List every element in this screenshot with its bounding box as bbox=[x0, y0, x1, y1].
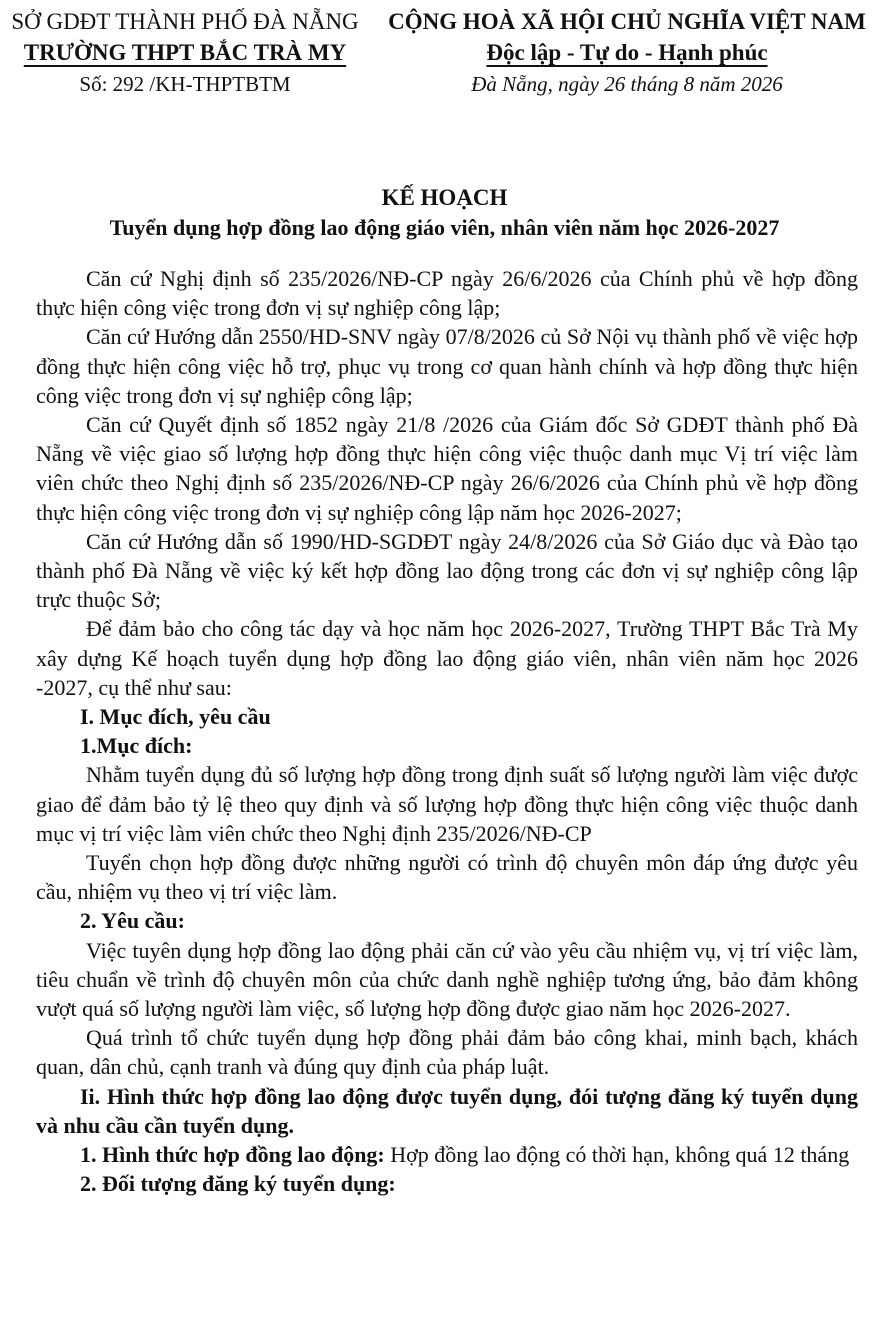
basis-paragraph-3: Căn cứ Quyết định số 1852 ngày 21/8 /2026 của Giám đốc Sở GDĐT thành phố Đà Nẵng về việc giao số lượng hợp đồng thực hiện công việc thuộc danh mục Vị trí việc làm viên chức theo Nghị định số 235/2026/NĐ-CP ngày 26/6/2026 của Chính phủ về hợp đồng thực hiện công việc trong đơn vị sự nghiệp công lập năm học 2026-2027; bbox=[36, 412, 858, 525]
basis-paragraph-4: Căn cứ Hướng dẫn số 1990/HD-SGDĐT ngày 24/8/2026 của Sở Giáo dục và Đào tạo thành phố Đà Nẵng về việc ký kết hợp đồng lao động trong các đơn vị sự nghiệp công lập trực thuộc Sở; bbox=[36, 528, 858, 613]
motto-text: Độc lập - Tự do - Hạnh phúc bbox=[486, 40, 768, 65]
section-1-heading: I. Mục đích, yêu cầu bbox=[80, 704, 271, 730]
requirement-paragraph-2: Quá trình tổ chức tuyển dụng hợp đồng phải đảm bảo công khai, minh bạch, khách quan, dân chủ, cạnh tranh và đúng quy định của pháp luật. bbox=[36, 1025, 858, 1080]
purpose-paragraph-2: Tuyển chọn hợp đồng được những người có trình độ chuyên môn đáp ứng được yêu cầu, nhiệm vụ theo vị trí việc làm. bbox=[36, 850, 858, 905]
issue-date: Đà Nẵng, ngày 26 tháng 8 năm 2026 bbox=[471, 72, 783, 96]
basis-paragraph-1: Căn cứ Nghị định số 235/2026/NĐ-CP ngày 26/6/2026 của Chính phủ về hợp đồng thực hiện công việc trong đơn vị sự nghiệp công lập; bbox=[36, 266, 858, 321]
header-left bbox=[0, 6, 370, 100]
agency-name: SỞ GDĐT THÀNH PHỐ ĐÀ NẴNG bbox=[11, 9, 359, 34]
section-2-1-text: Hợp đồng lao động có thời hạn, không quá 12 tháng bbox=[384, 1142, 850, 1168]
basis-paragraph-2: Căn cứ Hướng dẫn 2550/HD-SNV ngày 07/8/2026 củ Sở Nội vụ thành phố về việc hợp đồng thực hiện công việc hỗ trợ, phục vụ trong cơ quan hành chính và hợp đồng thực hiện công việc trong đơn vị sự nghiệp công lập; bbox=[36, 324, 858, 408]
requirement-paragraph-1: Việc tuyên dụng hợp đồng lao động phải căn cứ vào yêu cầu nhiệm vụ, vị trí việc làm, tiêu chuẩn về trình độ chuyên môn của chức danh nghề nghiệp tương ứng, bảo đảm không vượt quá số lượng người làm việc, số lượng hợp đồng được giao năm học 2026-2027. bbox=[36, 937, 858, 1022]
school-name-text: TRƯỜNG THPT BẮC TRÀ MY bbox=[23, 40, 347, 65]
section-2-2-heading: 2. Đối tượng đăng ký tuyển dụng: bbox=[80, 1171, 396, 1197]
section-2-heading: Ii. Hình thức hợp đồng lao động được tuyển dụng, đói tượng đăng ký tuyển dụng và nhu cầu cần tuyển dụng. bbox=[36, 1083, 858, 1138]
header-right bbox=[372, 6, 882, 100]
title-block bbox=[0, 183, 889, 243]
intro-paragraph: Để đảm bảo cho công tác dạy và học năm học 2026-2027, Trường THPT Bắc Trà My xây dựng Kế hoạch tuyển dụng hợp đồng lao động giáo viên, nhân viên năm học 2026 -2027, cụ thể như sau: bbox=[36, 616, 858, 700]
section-2-1-label: 1. Hình thức hợp đồng lao động: bbox=[80, 1142, 385, 1168]
section-1-2-heading: 2. Yêu cầu: bbox=[80, 908, 185, 934]
section-1-1-heading: 1.Mục đích: bbox=[80, 733, 193, 759]
document-number: Số: 292 /KH-THPTBTM bbox=[79, 72, 291, 96]
document-body bbox=[36, 264, 858, 1199]
nation-name: CỘNG HOÀ XÃ HỘI CHỦ NGHĨA VIỆT NAM bbox=[388, 9, 866, 34]
document-title: KẾ HOẠCH bbox=[381, 185, 508, 210]
purpose-paragraph-1: Nhằm tuyển dụng đủ số lượng hợp đồng trong định suất số lượng người làm việc được giao để đảm bảo tỷ lệ theo quy định và số lượng hợp đồng thực hiện công việc thuộc danh mục vị trí việc làm viên chức theo Nghị định 235/2026/NĐ-CP bbox=[36, 762, 858, 846]
school-name bbox=[0, 37, 370, 68]
motto bbox=[372, 37, 882, 68]
section-2-1-paragraph bbox=[36, 1140, 858, 1169]
document-subtitle: Tuyển dụng hợp đồng lao động giáo viên, nhân viên năm học 2026-2027 bbox=[109, 215, 780, 240]
